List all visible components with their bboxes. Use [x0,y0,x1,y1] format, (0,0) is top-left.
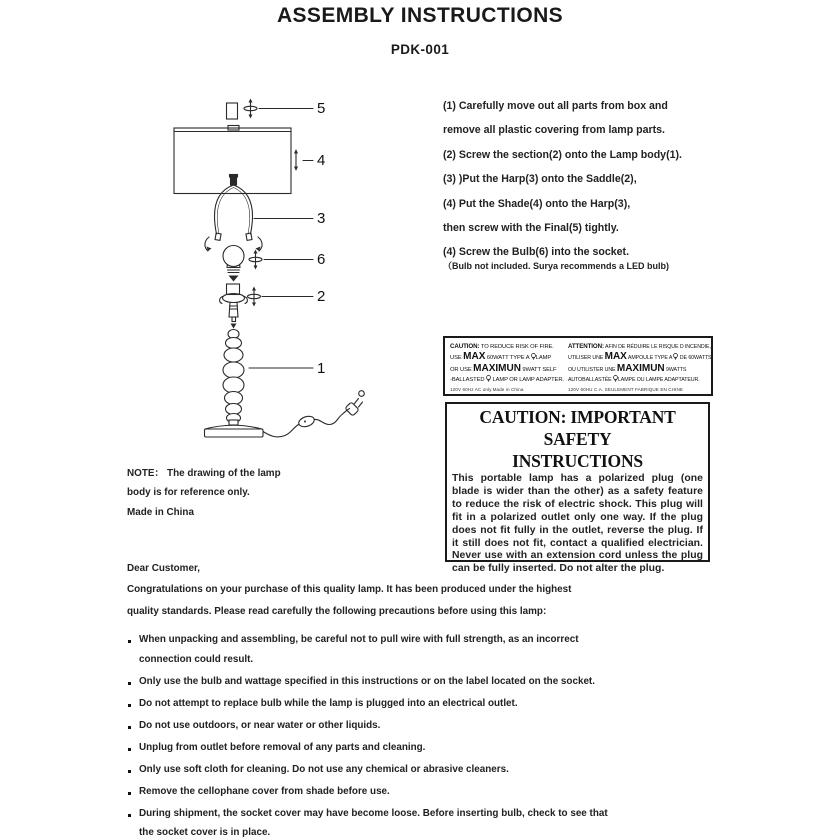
customer-letter [127,558,571,622]
callout-label-shade: 4 [317,152,326,169]
step-line: (3) )Put the Harp(3) onto the Saddle(2), [443,173,637,186]
precaution-item: Do not attempt to replace bulb while the lamp is plugged into an electrical outlet. [127,694,613,714]
rating-fineprint-en: 120V 60Hz AC only.Made in China [450,386,524,392]
step-line: remove all plastic covering from lamp parts. [443,124,665,137]
page-title: ASSEMBLY INSTRUCTIONS [276,4,564,27]
greeting-line: Dear Customer, [127,563,200,574]
step-line: (4) Screw the Bulb(6) into the socket. [443,246,630,259]
cord-plug-drawing [263,391,364,437]
note-line: NOTE： The drawing of the lamp [127,468,281,479]
precaution-item: Only use soft cloth for cleaning. Do not use any chemical or abrasive cleaners. [127,760,613,780]
letter-line: Congratulations on your purchase of this quality lamp. It has been produced under the highest [127,584,572,596]
rating-label-box [443,336,713,396]
precaution-item: During shipment, the socket cover may have become loose. Before inserting bulb, check to see that the socket cover is in place. [127,804,613,840]
caution-word: CAUTION: [450,343,480,350]
safety-instructions-box [445,402,710,575]
step-line: then screw with the Final(5) tightly. [443,222,619,235]
note-line: body is for reference only. [127,487,250,499]
shade-direction-arrow [294,149,298,171]
socket-drawing [220,284,261,329]
callout-label-finial: 5 [317,100,326,117]
step-line: (1) Carefully move out all parts from box and [443,100,668,112]
made-in-china-line: Made in China [127,506,194,518]
reference-note [127,464,281,522]
precaution-item: When unpacking and assembling, be careful not to pull wire with full strength, as an incorrect connection could result. [127,630,613,669]
rating-fineprint-fr: 120V 60HU C.A. SEULEMENT FABRIQUE EN CHINE [567,386,684,392]
callout-label-socket: 2 [317,288,326,305]
finial-drawing [227,99,258,120]
attention-word: ATTENTION: [567,343,604,350]
step-line: (4) Put the Shade(4) onto the Harp(3), [443,197,631,210]
precaution-item: Remove the cellophane cover from shade before use. [127,782,613,802]
safety-body-text: This portable lamp has a polarized plug (one blade is wider than the other) as a safety feature to reduce the risk of electric shock. This plug will fit in a polarized outlet only one way. If the plug does not fit fully in the outlet, reverse the plug. If it still does not fit, contact a qualified electrician. Never use with an extension cord unless the plug can be fully inserted. Do not alter the plug. [452,473,703,575]
callout-label-harp: 3 [317,210,326,227]
precautions-list [127,630,613,840]
model-number: PDK-001 [390,42,450,57]
assembly-steps [443,94,743,272]
precaution-item: Do not use outdoors, or near water or other liquids. [127,716,613,736]
bulb-drawing [223,246,262,282]
harp-drawing [205,175,262,252]
step-line: (2) Screw the section(2) onto the Lamp body(1). [443,148,682,161]
letter-line: quality standards. Please read carefully the following precautions before using this lamp: [127,605,547,617]
callout-label-body: 1 [317,360,326,377]
rating-label-french: ATTENTION: AFIN DE RÉDUIRE LE RISQUE D INCENDIE, UTILISER UNE MAX AMPOULE TYPE A DE 60WATTS OU UTILISTER UNE MAXIMUN 9WATTS AUTOBALLASTÉE LAMPE OU LAMPE ADAPTATEUR. 120V 60HU C.A. SEULEMENT FABRIQUE EN CHINE [567,343,712,392]
lamp-assembly-diagram [120,85,400,460]
precaution-item: Unplug from outlet before removal of any parts and cleaning. [127,738,613,758]
bulb-note-line: （Bulb not included. Surya recommends a LED bulb) [443,260,670,271]
safety-title: CAUTION: IMPORTANT SAFETY INSTRUCTIONS [479,407,676,471]
callout-label-bulb: 6 [317,251,326,268]
precaution-item: Only use the bulb and wattage specified in this instructions or on the label located on the socket. [127,672,613,692]
lamp-body-drawing [205,330,264,438]
rating-label-english: CAUTION: TO REDUCE RISK OF FIRE. USE MAX 60WATT TYPE A LAMP OR USE MAXIMUN 9WATT SELF -BALLASTED LAMP OR LAMP ADAPTER. 120V 60Hz AC only.Made in China [450,343,564,392]
